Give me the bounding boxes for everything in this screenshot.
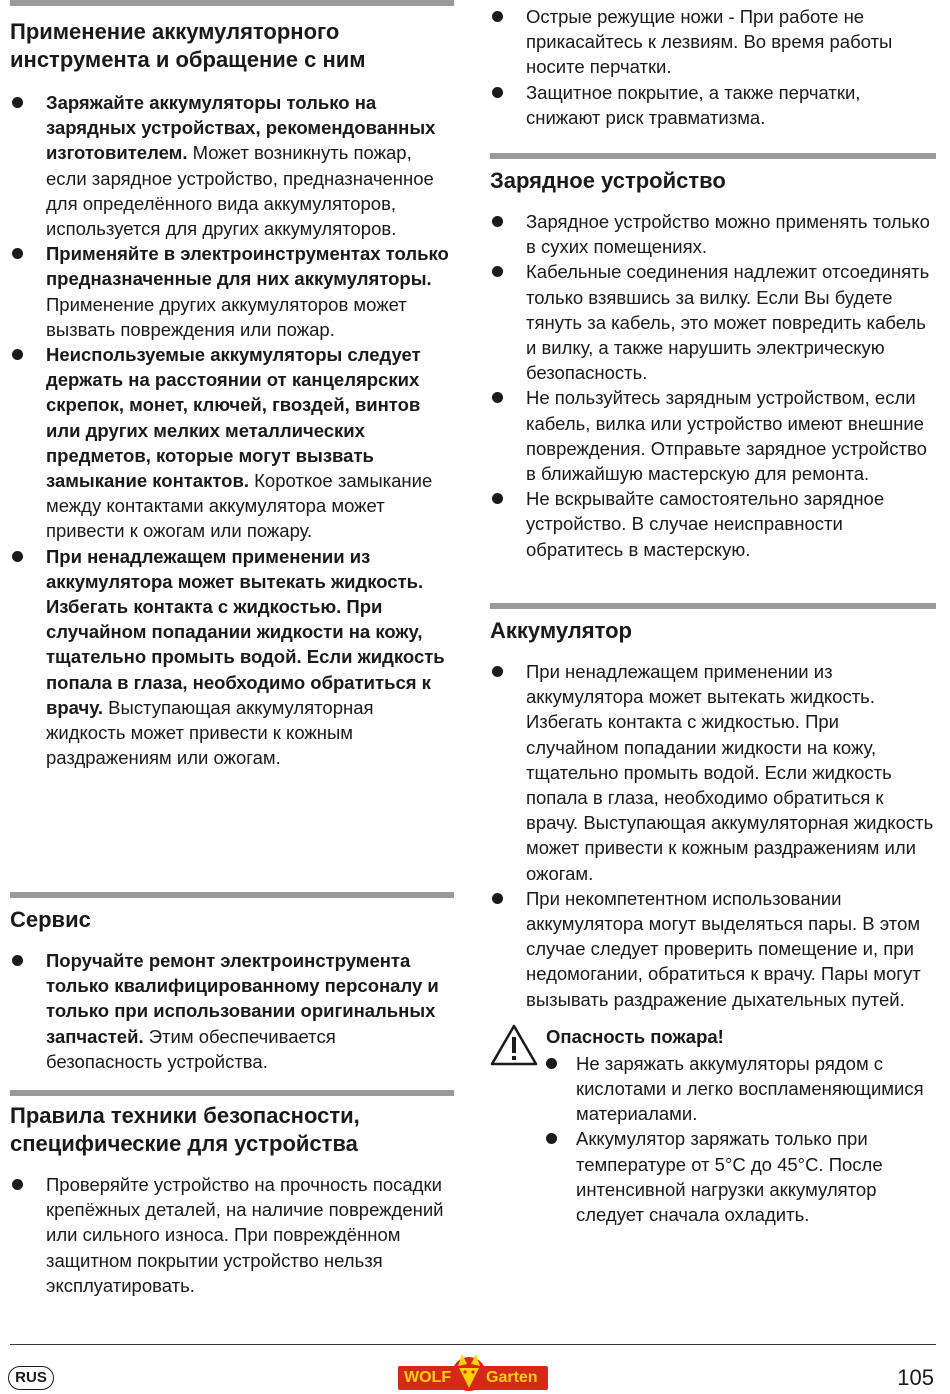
list-item	[490, 385, 936, 486]
heading-line-2: специфические для устройства	[10, 1131, 358, 1156]
list-item-text: Аккумулятор заряжать только при температуре от 5°C до 45°C. После интенсивной нагрузки аккумулятор следует сначала охладить.	[576, 1128, 883, 1226]
list-item-text: При некомпетентном использовании аккумулятора могут выделяться пары. В этом случае следует проверить помещение и, при недомогании, обратиться к врачу. Пары могут вызывать раздражение дыхательных путей.	[526, 887, 921, 1010]
bullet-dot	[492, 11, 503, 22]
list-item	[10, 241, 454, 342]
bullet-dot	[492, 666, 503, 677]
bullet-dot	[546, 1058, 557, 1069]
list-item	[490, 259, 936, 385]
section-device-safety	[10, 1090, 454, 1298]
section-rule	[10, 1090, 454, 1096]
section-rule	[10, 0, 454, 6]
list-item-text: Проверяйте устройство на прочность посадки крепёжных деталей, на наличие повреждений или сильного износа. При повреждённом защитном покрытии устройство нельзя эксплуатировать.	[46, 1174, 444, 1296]
warning-bullet-list	[546, 1051, 936, 1227]
list-item-bold: При ненадлежащем применении из аккумулятора может вытекать жидкость. Избегать контакта с жидкостью. При случайном попадании жидкости на кожу, тщательно промыть водой. Если жидкость попала в глаза, необходимо обратиться к врачу.	[46, 545, 445, 718]
list-item-text: Короткое замыкание между контактами аккумулятора может привести к ожогам или пожару.	[46, 470, 433, 542]
section-heading: Зарядное устройство	[490, 168, 726, 193]
language-badge: RUS	[8, 1366, 54, 1390]
list-item-text: Зарядное устройство можно применять только в сухих помещениях.	[526, 211, 930, 258]
list-item	[546, 1051, 936, 1127]
logo-text-left: WOLF	[404, 1369, 452, 1386]
bullet-list	[10, 948, 454, 1074]
list-item	[490, 886, 936, 1012]
logo-text-right: Garten	[486, 1369, 538, 1386]
section-battery	[490, 603, 936, 1227]
list-item-text: При ненадлежащем применении из аккумулятора может вытекать жидкость. Избегать контакта с жидкостью. При случайном попадании жидкости на кожу, тщательно промыть водой. Если жидкость попала в глаза, необходимо обратиться к врачу. Выступающая аккумуляторная жидкость может привести к кожным раздражениям или ожогам.	[526, 661, 934, 884]
bullet-list	[490, 209, 936, 562]
bullet-dot	[492, 266, 503, 277]
bullet-dot	[492, 216, 503, 227]
list-item	[490, 659, 936, 886]
bullet-dot	[492, 893, 503, 904]
section-heading	[10, 1102, 454, 1158]
list-item-text: Выступающая аккумуляторная жидкость может привести к кожным раздражениям или ожогам.	[46, 696, 374, 769]
section-knives	[490, 4, 936, 130]
bullet-list	[10, 1172, 454, 1298]
section-heading	[10, 18, 454, 74]
fire-warning	[490, 1024, 936, 1227]
list-item-text: Этим обеспечивается безопасность устройства.	[46, 1025, 336, 1072]
bullet-dot	[12, 1179, 23, 1190]
warning-triangle-icon	[490, 1024, 538, 1066]
bullet-list	[490, 4, 936, 130]
list-item-text: Не вскрывайте самостоятельно зарядное устройство. В случае неисправности обратитесь в мастерскую.	[526, 488, 885, 560]
bullet-dot	[12, 248, 23, 259]
footer-rule	[10, 1344, 936, 1345]
section-rule	[490, 603, 936, 609]
section-heading: Аккумулятор	[490, 618, 632, 643]
bullet-dot	[12, 97, 23, 108]
wolf-head-icon	[452, 1350, 486, 1394]
bullet-dot	[12, 955, 23, 966]
list-item	[10, 1172, 454, 1298]
list-item	[490, 486, 936, 562]
list-item	[10, 342, 454, 544]
list-item	[490, 80, 936, 130]
heading-line-1: Правила техники безопасности,	[10, 1103, 360, 1128]
list-item-text: Не заряжать аккумуляторы рядом с кислотами и легко воспламеняющимися материалами.	[576, 1052, 924, 1125]
bullet-dot	[12, 349, 23, 360]
list-item	[490, 4, 936, 80]
page-number: 105	[897, 1365, 934, 1390]
brand-logo	[398, 1350, 548, 1394]
bullet-list	[10, 90, 454, 770]
section-service	[10, 892, 454, 1074]
list-item-text: Защитное покрытие, а также перчатки, снижают риск травматизма.	[526, 81, 861, 128]
list-item	[10, 90, 454, 241]
warning-title: Опасность пожара!	[546, 1025, 724, 1047]
list-item-bold: Заряжайте аккумуляторы только на зарядных устройствах, рекомендованных изготовителем.	[46, 92, 436, 164]
list-item-text: Применение других аккумуляторов может вызвать повреждения или пожар.	[46, 293, 407, 340]
list-item-text: Не пользуйтесь зарядным устройством, если кабель, вилка или устройство имеют внешние повреждения. Отправьте зарядное устройство в ближайшую мастерскую для ремонта.	[526, 387, 927, 485]
bullet-dot	[12, 551, 23, 562]
bullet-dot	[546, 1133, 557, 1144]
list-item-bold: Поручайте ремонт электроинструмента только квалифицированному персоналу и только при использовании оригинальных запчастей.	[46, 950, 439, 1047]
list-item-text: Может возникнуть пожар, если зарядное устройство, предназначенное для определённого вида аккумуляторов, используется для других аккумуляторов.	[46, 142, 434, 240]
list-item-bold: Применяйте в электроинструментах только предназначенные для них аккумуляторы.	[46, 243, 449, 290]
section-battery-tool-use	[10, 0, 454, 770]
section-charger	[490, 153, 936, 562]
bullet-dot	[492, 392, 503, 403]
section-heading: Сервис	[10, 907, 91, 932]
section-rule	[490, 153, 936, 159]
bullet-dot	[492, 493, 503, 504]
heading-line-1: Применение аккумуляторного	[10, 19, 340, 44]
list-item-text: Кабельные соединения надлежит отсоединять только взявшись за вилку. Если Вы будете тянуть за кабель, это может повредить кабель и вилку, а также нарушить электрическую безопасность.	[526, 261, 930, 384]
bullet-list	[490, 659, 936, 1012]
list-item-bold: Неиспользуемые аккумуляторы следует держать на расстоянии от канцелярских скрепок, монет, ключей, гвоздей, винтов или других мелких металлических предметов, которые могут вызвать замыкание контактов.	[46, 344, 421, 492]
bullet-dot	[492, 87, 503, 98]
list-item	[10, 544, 454, 771]
list-item	[546, 1126, 936, 1227]
heading-line-2: инструмента и обращение с ним	[10, 47, 366, 72]
list-item	[10, 948, 454, 1074]
list-item-text: Острые режущие ножи - При работе не прикасайтесь к лезвиям. Во время работы носите перчатки.	[526, 6, 893, 78]
section-rule	[10, 892, 454, 898]
list-item	[490, 209, 936, 259]
